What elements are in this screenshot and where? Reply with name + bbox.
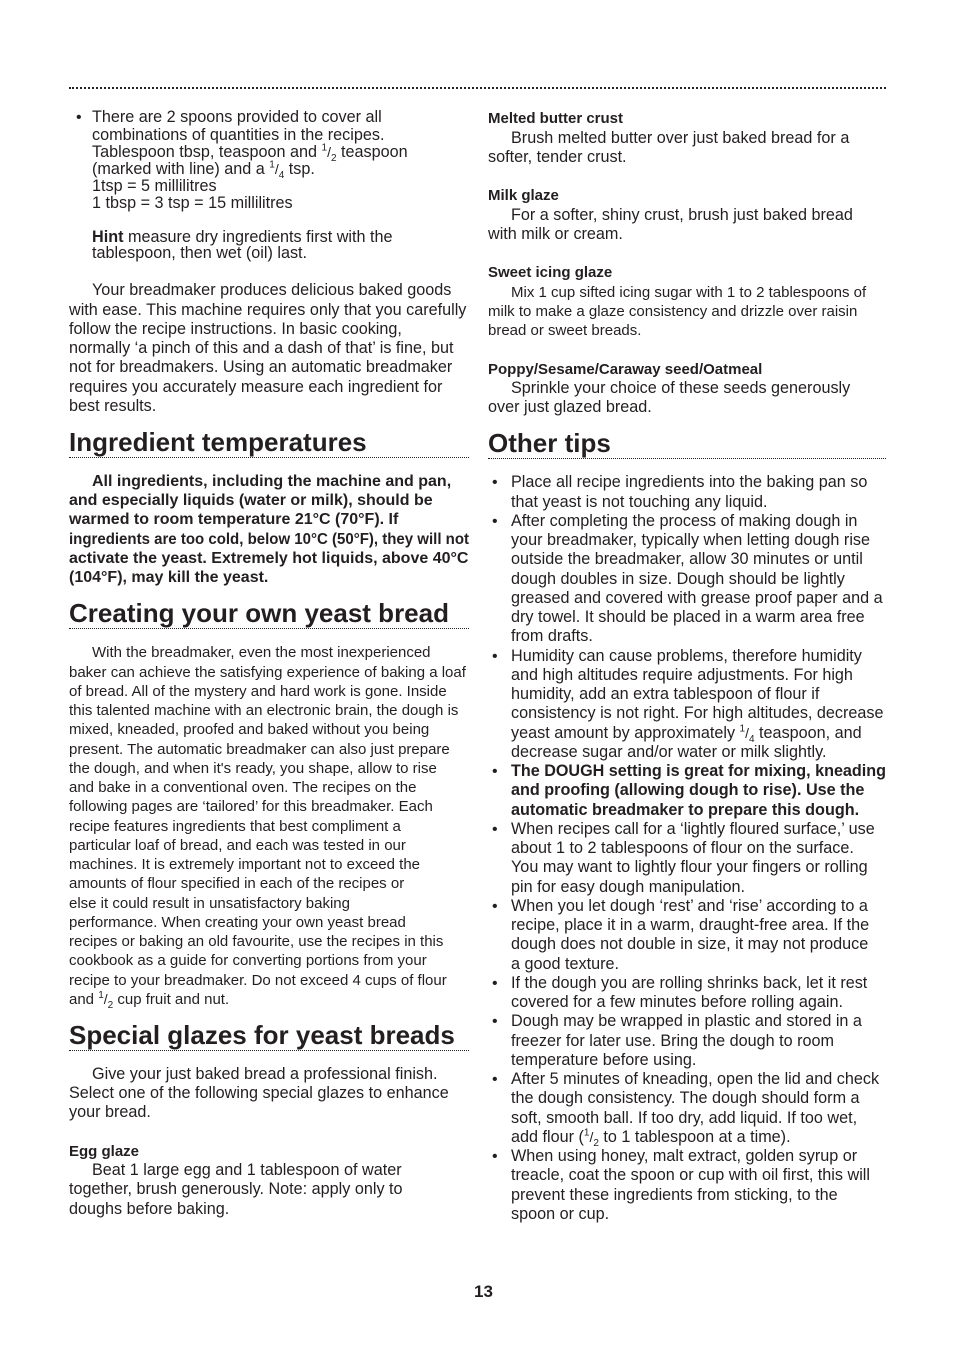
glaze-milk [488,186,886,244]
bold-text: The DOUGH setting is great for mixing, kneading [511,762,886,781]
line-content: tablespoon, then wet (oil) last. [92,243,308,262]
line-content: and high altitudes require adjustments. For high [511,665,853,684]
text-line [69,1084,469,1103]
left-column [69,109,469,1219]
text-line [511,935,886,954]
text-line [511,858,886,877]
line-content: 1 tbsp = 3 tsp = 15 millilitres [92,194,293,213]
text-span: yeast amount by approximately [511,723,740,742]
glaze-melted-butter-crust [488,109,886,167]
text-line [511,743,886,762]
tip-item [488,897,886,974]
line-content: following pages are ‘tailored’ for this breadmaker. Each [69,798,433,816]
line-content: with milk or cream. [488,224,623,243]
tip-item [488,1070,886,1150]
text-line [511,473,886,492]
glaze-egg [69,1142,469,1219]
text-line [511,531,886,550]
text-line [488,225,886,244]
line-content: Brush melted butter over just baked bread for a [511,128,850,147]
tip-item [488,1147,886,1224]
text-line [511,1147,886,1166]
text-span: to 1 tablespoon at a time). [598,1127,791,1146]
fraction-numerator: 1 [269,159,275,171]
text-line [511,627,886,646]
line-content: Your breadmaker produces delicious baked goods [92,281,452,300]
text-line [69,932,469,951]
line-content: All ingredients, including the machine and pan, [92,472,452,490]
bold-text: automatic breadmaker to prepare this dough. [511,800,860,819]
text-line [488,206,886,225]
intro-paragraph [69,281,469,416]
line-content: spoon or cup. [511,1204,610,1223]
text-line [69,339,469,358]
fraction-slash: / [103,990,108,1007]
text-line [69,971,469,990]
line-content: recipe features ingredients that best compliment a [69,817,401,835]
text-line [511,1109,886,1128]
text-line [511,762,886,781]
line-content [92,229,392,245]
text-line [511,1186,886,1205]
line-content: When you let dough ‘rest’ and ‘rise’ according to a [511,896,868,915]
line-content: particular loaf of bread, and each was tested in our [69,836,406,854]
text-line [69,1180,469,1199]
line-content: bread or sweet breads. [488,322,642,340]
line-content: present. The automatic breadmaker can also just prepare [69,740,450,758]
text-line [511,512,886,531]
text-line [69,990,469,1009]
glaze-seed-topping [488,360,886,418]
tip-item [488,647,886,763]
text-line [511,1032,886,1051]
text-line [69,1065,469,1084]
tip-item [488,974,886,1013]
line-content: treacle, coat the spoon or cup with oil first, this will [511,1166,870,1185]
line-content [92,142,408,164]
line-content: recipe to your breadmaker. Do not exceed 4 cups of flour [69,971,447,989]
line-content: Select one of the following special glazes to enhance [69,1084,449,1103]
line-content: from drafts. [511,627,593,646]
text-line [69,510,469,529]
text-line [69,701,469,720]
text-line [69,320,469,339]
text-line [69,1161,469,1180]
fraction-numerator: 1 [98,989,104,1001]
line-content: prevent these ingredients from sticking, to the [511,1185,838,1204]
glaze-description [488,379,886,418]
fraction-denominator: 2 [330,153,337,164]
fraction-denominator: 2 [593,1138,599,1150]
text-line [69,874,469,893]
text-span: Tablespoon tbsp, teaspoon and [92,142,322,161]
text-line [92,245,469,261]
text-line [69,378,469,397]
line-content: When recipes call for a ‘lightly floured surface,’ use [511,819,875,838]
line-content: Place all recipe ingredients into the baking pan so [511,473,868,492]
line-content: normally ‘a pinch of this and a dash of that’ is fine, but [69,339,454,358]
line-content: Sprinkle your choice of these seeds generously [511,378,851,397]
line-content: Beat 1 large egg and 1 tablespoon of water [92,1161,402,1180]
text-line [69,1200,469,1219]
line-content: follow the recipe instructions. In basic cooking, [69,319,402,338]
text-line [69,568,469,587]
line-content: over just glazed bread. [488,398,652,417]
line-content: If the dough you are rolling shrinks back, let it rest [511,973,868,992]
glaze-description [488,283,886,341]
heading-creating-yeast-bread: Creating your own yeast bread [69,599,469,629]
text-line [69,894,469,913]
line-content: decrease sugar and/or water or milk slightly. [511,742,827,761]
text-line [69,491,469,510]
heading-ingredient-temperatures: Ingredient temperatures [69,428,469,458]
text-line [69,1103,469,1122]
line-content: warmed to room temperature 21°C (70°F). If [69,511,399,529]
line-content: When using honey, malt extract, golden syrup or [511,1147,858,1166]
line-content [92,159,315,182]
fraction [321,142,337,164]
text-line [488,321,886,340]
line-content: and especially liquids (water or milk), should be [69,492,433,510]
line-content: humidity, add an extra tablespoon of flour if [511,685,820,704]
line-content: about 1 to 2 tablespoons of flour on the surface. [511,839,854,858]
line-content: You may want to lightly flour your fingers or rolling [511,858,868,877]
text-line [488,302,886,321]
text-line [69,281,469,300]
text-span: measure dry ingredients first with the [123,227,393,246]
tip-item [488,762,886,820]
text-line [69,397,469,416]
text-line [69,759,469,778]
text-line [488,129,886,148]
fraction [98,989,114,1011]
creating-yeast-bread-paragraph [69,643,469,1009]
text-line [92,142,469,164]
tip-item [488,473,886,512]
text-line [511,897,886,916]
line-content: mixed, kneaded, proofed and baked without you being [69,721,430,739]
text-line [511,916,886,935]
text-line [488,398,886,417]
other-tips-list [488,473,886,1224]
line-content: Give your just baked bread a professional finish. [92,1064,438,1083]
text-span: and [69,990,99,1008]
tip-item [488,820,886,897]
line-content: best results. [69,396,157,415]
line-content: There are 2 spoons provided to cover all [92,108,382,127]
fraction-denominator: 4 [749,733,755,745]
line-content: with ease. This machine requires only that you carefully [69,300,467,319]
glaze-title: Egg glaze [69,1142,140,1160]
text-line [69,682,469,701]
line-content: pin for easy dough manipulation. [511,877,745,896]
line-content: soft, smooth ball. If too dry, add liquid. If too wet, [511,1108,858,1127]
text-line [511,1089,886,1108]
text-line [69,951,469,970]
text-line [511,570,886,589]
line-content: dough doubles in size. Dough should be lightly [511,569,845,588]
line-content: together, brush generously. Note: apply only to [69,1180,403,1199]
text-line [69,778,469,797]
line-content: 1tsp = 5 millilitres [92,177,217,196]
text-line [69,913,469,932]
text-line [511,589,886,608]
text-line [69,740,469,759]
heading-other-tips: Other tips [488,429,886,459]
text-line [511,878,886,897]
line-content: softer, tender crust. [488,147,627,166]
text-line [511,839,886,858]
top-dotted-rule [69,87,886,89]
text-line [511,801,886,820]
text-line [511,493,886,512]
tip-item [488,512,886,647]
line-content [511,781,864,800]
text-line [488,379,886,398]
text-line [511,704,886,723]
fraction [583,1127,599,1150]
glaze-title: Melted butter crust [488,110,624,128]
fraction-denominator: 4 [278,170,285,182]
line-content: that yeast is not touching any liquid. [511,492,768,511]
text-line [69,855,469,874]
line-content: Mix 1 cup sifted icing sugar with 1 to 2 tablespoons of [511,283,867,301]
line-content: not for breadmakers. Using an automatic breadmaker [69,358,453,377]
text-line [511,1127,886,1150]
line-content: consistency is not right. For high altitudes, decrease [511,704,884,723]
ingredient-temperatures-paragraph [69,472,469,588]
text-line [69,530,469,549]
line-content: recipes or baking an old favourite, use the recipes in this [69,933,444,951]
line-content: a good texture. [511,954,619,973]
fraction [739,723,755,745]
line-content: recipe, place it in a warm, draught-free area. If the [511,916,870,935]
glaze-title: Poppy/Sesame/Caraway seed/Oatmeal [488,360,763,378]
fraction-slash: / [274,160,279,177]
line-content [511,724,862,743]
tip-item [488,1012,886,1070]
line-content: baker can achieve the satisfying experience of baking a loaf [69,663,466,681]
fraction-slash: / [327,143,331,160]
text-line [69,836,469,855]
measuring-spoons-list [69,109,469,212]
text-span: tsp. [284,159,315,178]
line-content: doughs before baking. [69,1199,230,1218]
text-line [69,643,469,662]
fraction-numerator: 1 [739,723,746,735]
glaze-title: Sweet icing glaze [488,264,613,282]
text-line [511,1166,886,1185]
text-line [511,993,886,1012]
fraction-denominator: 2 [107,999,114,1011]
text-line [488,148,886,167]
text-line [488,283,886,302]
line-content: else it could result in unsatisfactory baking [69,894,350,912]
text-span: teaspoon [336,142,408,161]
glaze-title: Milk glaze [488,187,559,205]
line-content: activate the yeast. Extremely hot liquids, above 40°C [69,549,469,567]
hint-note [69,229,469,261]
text-line [69,663,469,682]
text-line [511,724,886,743]
special-glazes-paragraph [69,1065,469,1123]
line-content: amounts of flour specified in each of the recipes or [69,875,405,893]
glaze-sweet-icing [488,263,886,340]
line-content: With the breadmaker, even the most inexperienced [92,644,431,662]
text-line [69,817,469,836]
text-line [69,301,469,320]
line-content: temperature before using. [511,1050,697,1069]
line-content: the dough consistency. The dough should form a [511,1089,860,1108]
heading-special-glazes: Special glazes for yeast breads [69,1021,469,1051]
text-line [69,549,469,568]
line-content: requires you accurately measure each ingredient for [69,377,443,396]
line-content [511,762,886,781]
fraction-slash: / [589,1128,594,1145]
text-line [92,229,469,245]
text-line [511,685,886,704]
text-line [69,358,469,377]
measuring-spoons-item [69,109,469,212]
text-line [511,781,886,800]
right-column [488,109,886,1224]
text-line [511,1205,886,1224]
text-line [511,1070,886,1089]
line-content: covered for a few minutes before rolling again. [511,993,844,1012]
text-line [69,797,469,816]
line-content: outside the breadmaker, allow 30 minutes or until [511,550,863,569]
line-content: dry towel. It should be placed in a warm area free [511,608,865,627]
line-content: freezer for later use. Bring the dough to room [511,1031,835,1050]
line-content: your bread. [69,1103,151,1122]
bold-text: and proofing (allowing dough to rise). Use the [511,781,865,800]
text-line [511,820,886,839]
text-line [511,1051,886,1070]
text-line [511,647,886,666]
bold-text: Hint [92,227,124,246]
text-line [69,720,469,739]
text-line [511,608,886,627]
line-content: performance. When creating your own yeast bread [69,913,406,931]
text-line [511,666,886,685]
line-content [511,1127,791,1150]
text-span: teaspoon, and [754,723,862,742]
line-content: the dough, and when it's ready, you shape, allow to rise [69,759,437,777]
glaze-description [488,129,886,168]
glaze-description [488,206,886,245]
fraction-numerator: 1 [583,1127,590,1139]
text-span: add flour ( [511,1127,584,1146]
line-content: machines. It is extremely important not to exceed the [69,856,420,874]
line-content: combinations of quantities in the recipes. [92,125,385,144]
glaze-description [69,1161,469,1219]
text-line [511,955,886,974]
line-content [69,990,229,1009]
line-content: Dough may be wrapped in plastic and stored in a [511,1012,862,1031]
page-number: 13 [474,1282,493,1301]
line-content: After completing the process of making dough in [511,511,858,530]
text-line [92,127,469,144]
line-content: of bread. All of the mystery and hard work is gone. Inside [69,682,447,700]
line-content: greased and covered with grease proof paper and a [511,588,883,607]
text-line [511,1012,886,1031]
text-line [511,550,886,569]
line-content: milk to make a glaze consistency and drizzle over raisin [488,302,858,320]
line-content [511,801,859,820]
line-content: cookbook as a guide for converting portions from your [69,952,427,970]
line-content: your breadmaker, typically when letting dough rise [511,531,871,550]
line-content: (104°F), may kill the yeast. [69,569,269,587]
text-line [69,472,469,491]
line-content: and bake in a conventional oven. The recipes on the [69,779,417,797]
fraction [269,159,285,182]
text-line [511,974,886,993]
text-line [92,159,469,182]
line-content: After 5 minutes of kneading, open the lid and check [511,1070,880,1089]
text-span: (marked with line) and a [92,159,270,178]
line-content: For a softer, shiny crust, brush just baked bread [511,205,853,224]
line-content: Humidity can cause problems, therefore humidity [511,646,862,665]
text-line [92,195,469,212]
line-content: dough does not double in size, it may not produce [511,935,869,954]
line-content: ingredients are too cold, below 10°C (50°F), they will not [69,530,470,548]
text-line [92,109,469,126]
text-span: cup fruit and nut. [113,990,230,1008]
line-content: this talented machine with an electronic brain, the dough is [69,702,459,720]
fraction-slash: / [745,724,749,741]
fraction-numerator: 1 [321,142,328,154]
